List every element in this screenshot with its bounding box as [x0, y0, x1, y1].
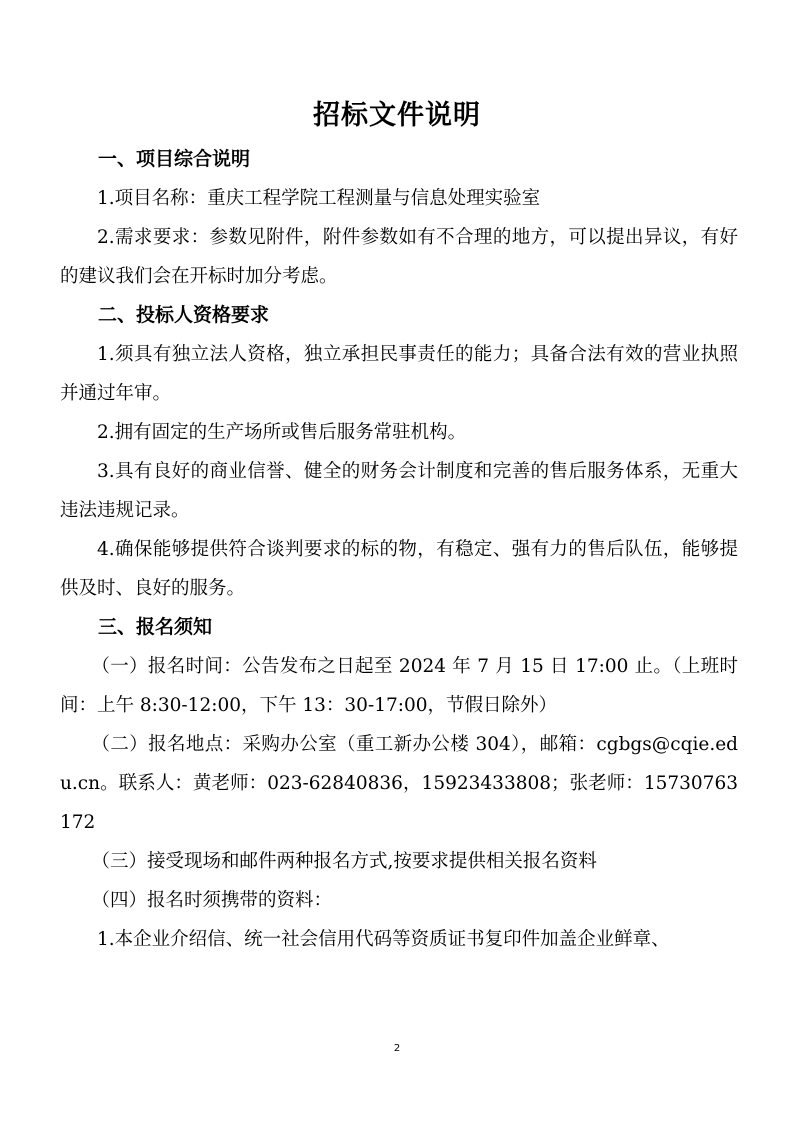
section-1-heading: 一、项目综合说明: [98, 148, 251, 170]
qualification-3-paragraph: 3.具有良好的商业信誉、健全的财务会计制度和完善的售后服务体系，无重大违法违规记录。: [60, 461, 738, 521]
document-body: [60, 140, 738, 959]
page-number: 2: [393, 1043, 401, 1054]
required-materials-paragraph: （四）报名时须携带的资料：: [91, 890, 332, 911]
document-title: 招标文件说明: [313, 100, 481, 131]
requirements-paragraph: 2.需求要求：参数见附件，附件参数如有不合理的地方，可以提出异议，有好的建议我们会在开标时加分考虑。: [60, 227, 738, 287]
qualification-4-paragraph: 4.确保能够提供符合谈判要求的标的物，有稳定、强有力的售后队伍，能够提供及时、良好的服务。: [60, 539, 738, 599]
project-name-paragraph: 1.项目名称：重庆工程学院工程测量与信息处理实验室: [97, 188, 541, 209]
registration-methods-paragraph: （三）接受现场和邮件两种报名方式,按要求提供相关报名资料: [91, 851, 597, 872]
registration-location-paragraph: （二）报名地点：采购办公室（重工新办公楼 304），邮箱：cgbgs@cqie.edu.cn。联系人：黄老师：023-62840836，15923433808；张老师：15730763172: [60, 734, 738, 833]
section-2-heading: 二、投标人资格要求: [98, 304, 270, 326]
material-1-paragraph: 1.本企业介绍信、统一社会信用代码等资质证书复印件加盖企业鲜章、: [97, 929, 670, 950]
qualification-2-paragraph: 2.拥有固定的生产场所或售后服务常驻机构。: [97, 422, 467, 443]
qualification-1-paragraph: 1.须具有独立法人资格，独立承担民事责任的能力；具备合法有效的营业执照并通过年审。: [60, 344, 738, 404]
section-3-heading: 三、报名须知: [98, 616, 213, 638]
registration-time-paragraph: （一）报名时间：公告发布之日起至 2024 年 7 月 15 日 17:00 止。（上班时间：上午 8:30-12:00，下午 13：30-17:00，节假日除外）: [60, 656, 738, 716]
